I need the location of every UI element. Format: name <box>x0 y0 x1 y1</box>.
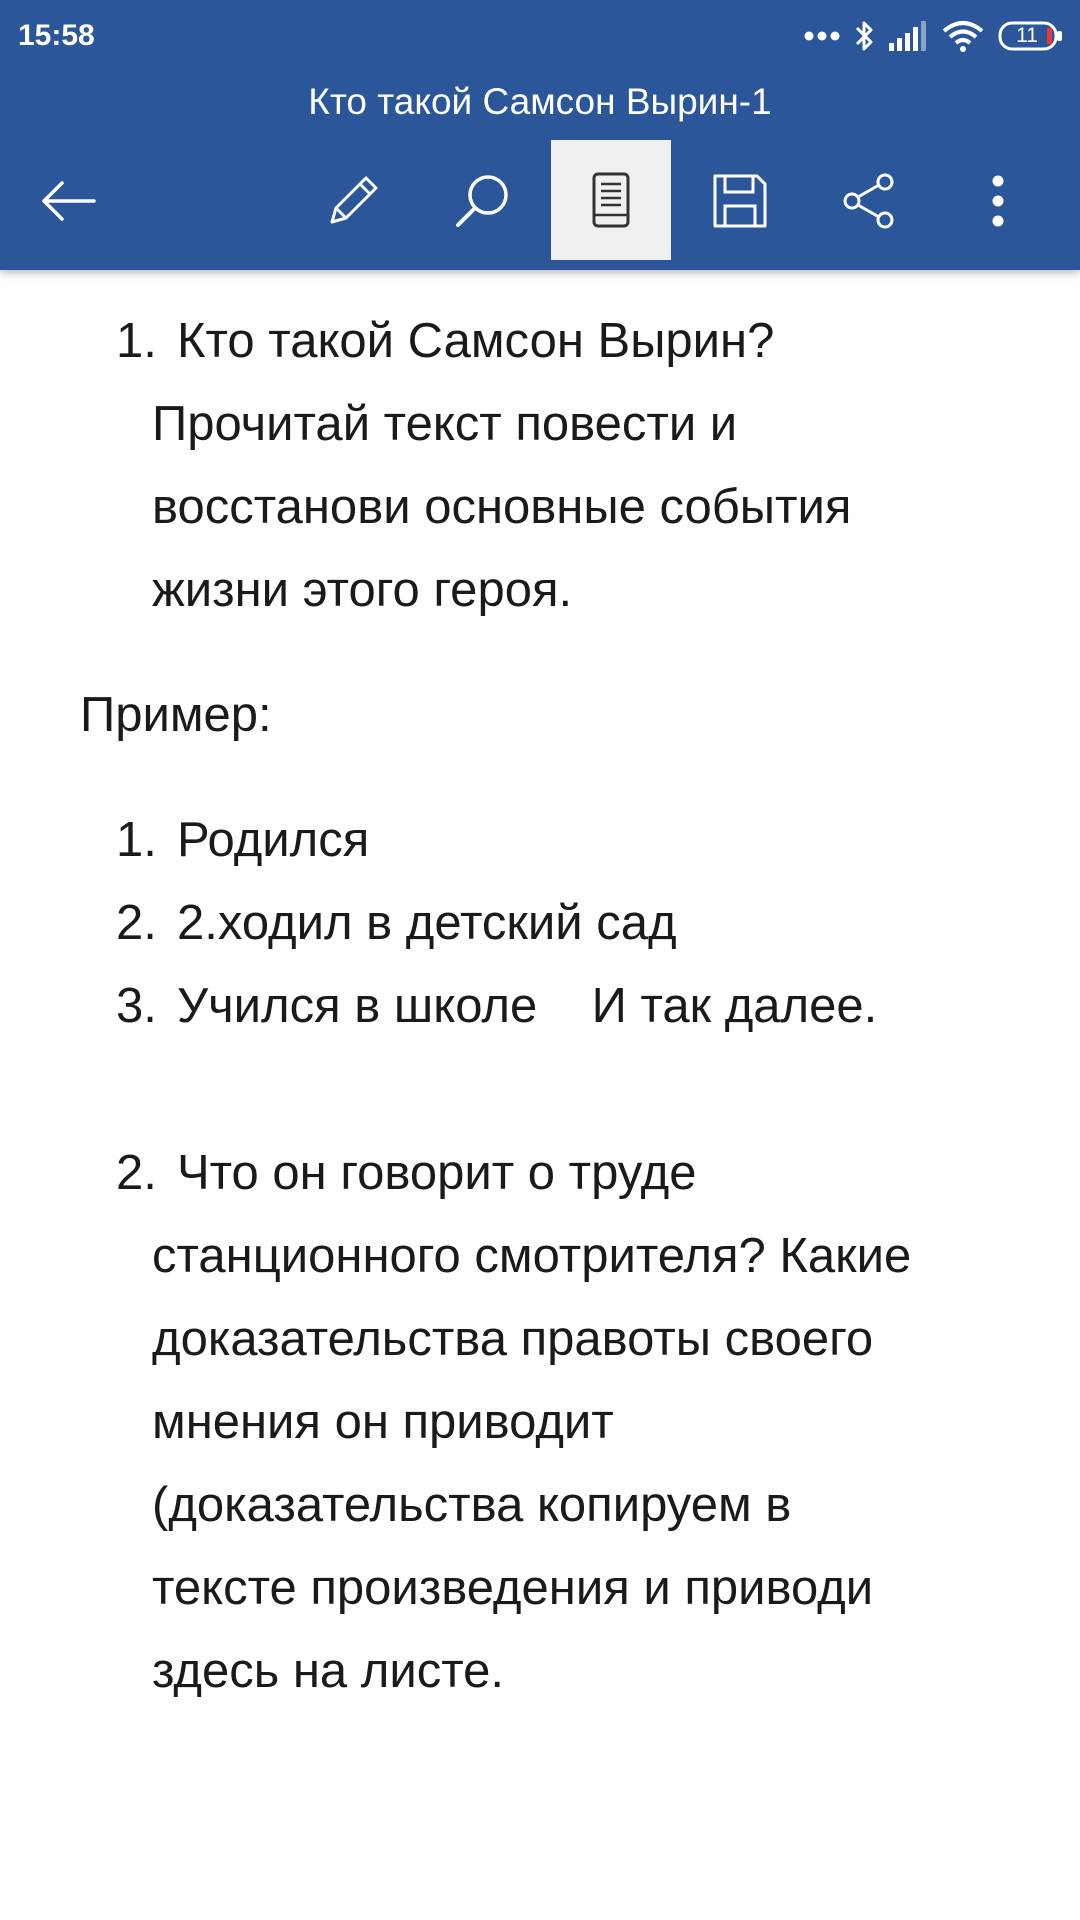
question-line: жизни этого героя. <box>152 563 573 617</box>
save-button[interactable] <box>680 140 800 262</box>
battery-icon <box>998 21 1064 51</box>
mobile-view-icon <box>591 171 631 229</box>
signal-icon <box>888 21 928 51</box>
save-icon <box>711 172 769 230</box>
question-line: станционного смотрителя? Какие <box>152 1229 912 1283</box>
list-item-text: Родился <box>177 813 370 867</box>
bluetooth-icon <box>854 19 874 53</box>
list-number: 1. <box>116 314 157 368</box>
list-number: 2. <box>116 1146 157 1200</box>
document-body[interactable] <box>0 270 1080 1920</box>
back-arrow-icon <box>38 179 98 223</box>
mobile-view-button[interactable] <box>551 140 671 260</box>
toolbar <box>0 140 1080 262</box>
edit-button[interactable] <box>293 140 413 262</box>
question-line: тексте произведения и приводи <box>152 1561 874 1615</box>
list-item-text: 2.ходил в детский сад <box>177 896 677 950</box>
question-line: Прочитай текст повести и <box>152 397 738 451</box>
more-options-icon <box>991 174 1005 228</box>
status-bar <box>0 0 1080 72</box>
more-dots-icon <box>804 30 840 42</box>
battery-level: 11 <box>1016 24 1038 47</box>
question-line: (доказательства копируем в <box>152 1478 792 1532</box>
question-line: восстанови основные события <box>152 480 852 534</box>
app-header <box>0 0 1080 270</box>
question-line: мнения он приводит <box>152 1395 614 1449</box>
search-button[interactable] <box>422 140 542 262</box>
status-icons <box>804 16 1064 56</box>
wifi-icon <box>942 20 984 52</box>
list-item-text: Учился в школе И так далее. <box>177 979 878 1033</box>
question-line: доказательства правоты своего <box>152 1312 874 1366</box>
question-line: Кто такой Самсон Вырин? <box>177 314 775 368</box>
share-button[interactable] <box>809 140 929 262</box>
list-number: 2. <box>116 896 157 950</box>
search-icon <box>452 171 512 231</box>
document-title: Кто такой Самсон Вырин-1 <box>308 81 772 122</box>
share-icon <box>840 172 898 230</box>
status-time: 15:58 <box>18 19 95 52</box>
edit-pencil-icon <box>324 172 382 230</box>
back-button[interactable] <box>8 140 128 262</box>
list-number: 3. <box>116 979 157 1033</box>
more-options-button[interactable] <box>938 140 1058 262</box>
list-number: 1. <box>116 813 157 867</box>
question-line: здесь на листе. <box>152 1644 505 1698</box>
question-line: Что он говорит о труде <box>177 1146 697 1200</box>
example-label: Пример: <box>80 688 272 742</box>
